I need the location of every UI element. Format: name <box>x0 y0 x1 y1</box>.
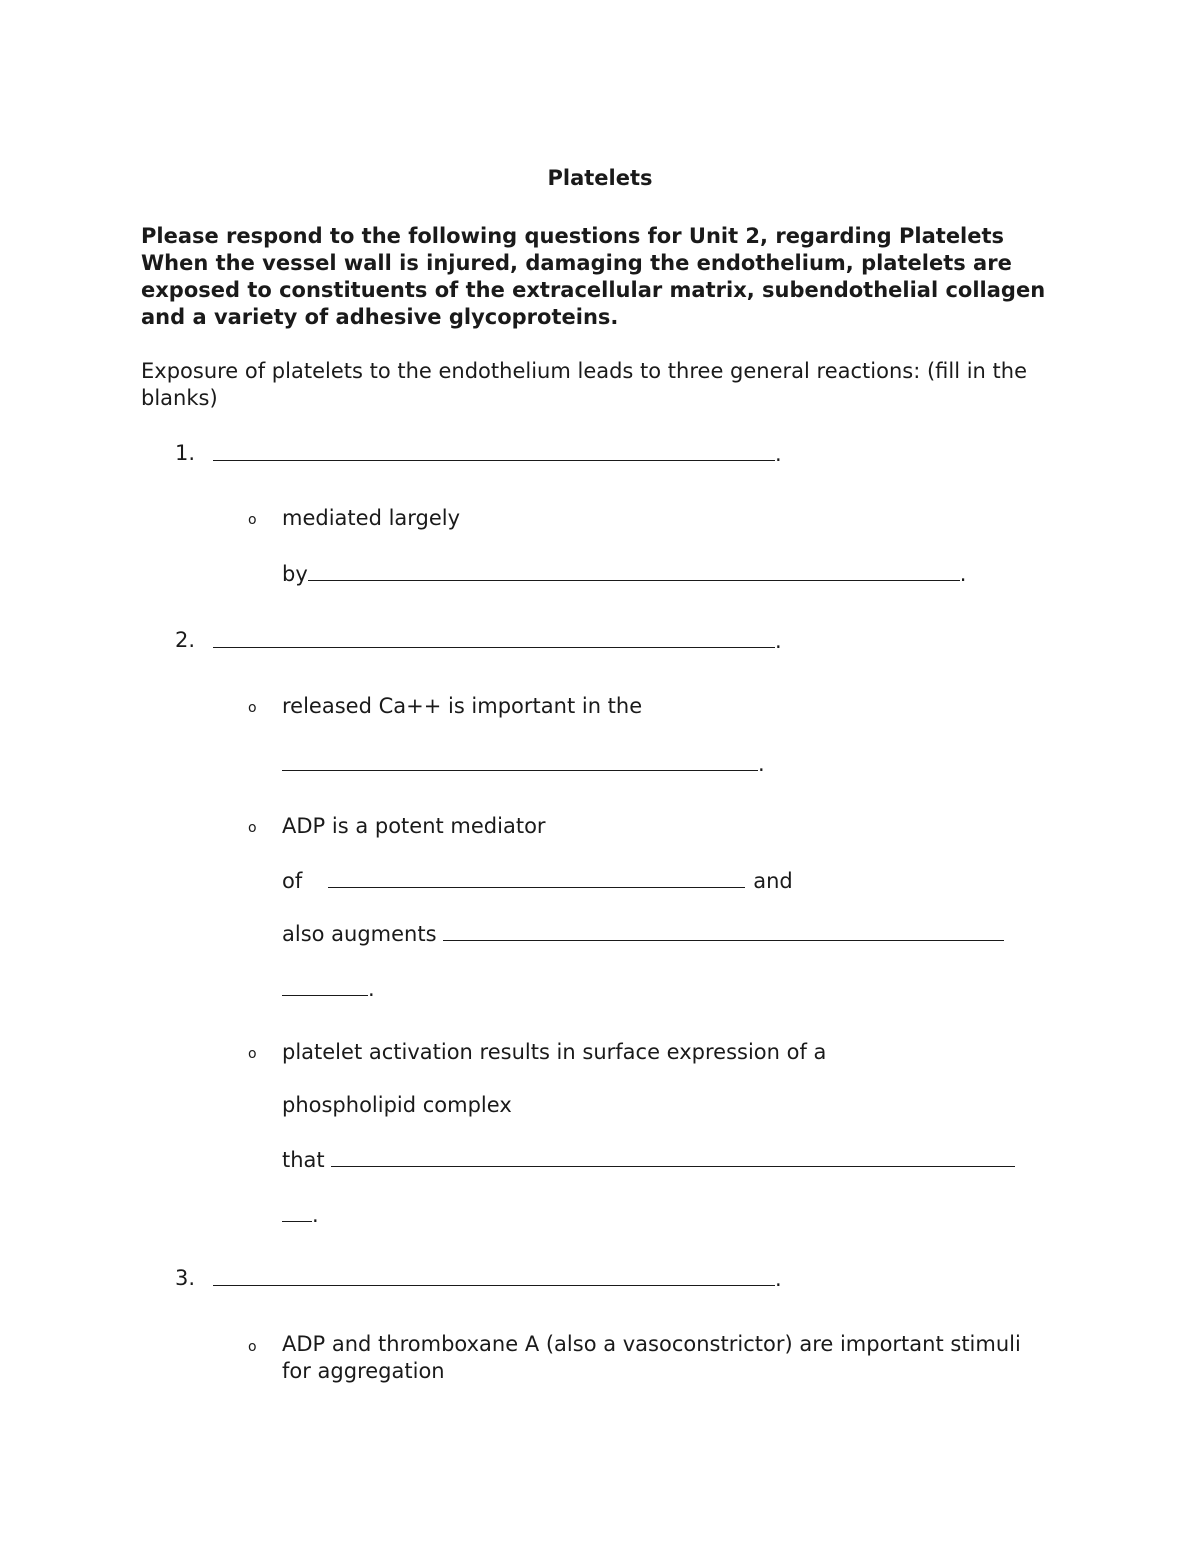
fill-in-line[interactable] <box>213 440 782 468</box>
punctuation: . <box>368 977 375 1001</box>
answer-blank[interactable] <box>331 1146 1015 1167</box>
punctuation: . <box>775 1267 782 1291</box>
bullet-icon: o <box>248 512 257 528</box>
fill-in-line[interactable] <box>282 867 793 895</box>
answer-blank[interactable] <box>213 627 775 648</box>
bullet-icon: o <box>248 1339 257 1355</box>
fill-in-line[interactable] <box>282 1146 1015 1174</box>
answer-blank[interactable] <box>282 750 758 771</box>
intro-paragraph <box>141 223 1071 331</box>
prefix-text: by <box>282 562 308 586</box>
fill-in-line[interactable] <box>282 1201 319 1229</box>
item-number: 1. <box>175 441 196 465</box>
item-number: 3. <box>175 1266 196 1290</box>
punctuation: . <box>775 629 782 653</box>
bullet-text: released Ca++ is important in the <box>282 694 643 718</box>
lead-paragraph: Exposure of platelets to the endothelium leads to three general reactions: (fill in the blanks) <box>141 359 1027 410</box>
item-number: 2. <box>175 628 196 652</box>
document-title: Platelets <box>547 166 653 190</box>
punctuation: . <box>775 442 782 466</box>
fill-in-line[interactable] <box>213 627 782 655</box>
fill-in-line[interactable] <box>282 975 375 1003</box>
bullet-icon: o <box>248 700 257 716</box>
intro-line: exposed to constituents of the extracellular matrix, subendothelial collagen <box>141 278 1046 302</box>
answer-blank[interactable] <box>213 440 775 461</box>
answer-blank[interactable] <box>328 867 745 888</box>
intro-line: and a variety of adhesive glycoproteins. <box>141 305 619 329</box>
prefix-text: also augments <box>282 922 437 946</box>
bullet-text: platelet activation results in surface expression of a <box>282 1040 827 1064</box>
bullet-text: phospholipid complex <box>282 1093 512 1117</box>
bullet-text: ADP is a potent mediator <box>282 814 546 838</box>
fill-in-line[interactable] <box>282 920 1004 948</box>
fill-in-line[interactable] <box>282 750 765 778</box>
fill-in-line[interactable] <box>213 1265 782 1293</box>
answer-blank[interactable] <box>282 1201 312 1222</box>
suffix-text: and <box>753 869 793 893</box>
prefix-text: that <box>282 1148 325 1172</box>
answer-blank[interactable] <box>213 1265 775 1286</box>
prefix-text: of <box>282 869 303 893</box>
punctuation: . <box>312 1203 319 1227</box>
punctuation: . <box>758 752 765 776</box>
intro-line: Please respond to the following questions for Unit 2, regarding Platelets <box>141 224 1005 248</box>
intro-line: When the vessel wall is injured, damaging the endothelium, platelets are <box>141 251 1012 275</box>
answer-blank[interactable] <box>308 560 960 581</box>
punctuation: . <box>959 562 967 586</box>
answer-blank[interactable] <box>443 920 1004 941</box>
answer-blank[interactable] <box>282 975 368 996</box>
bullet-text: mediated largely <box>282 506 461 530</box>
fill-in-line[interactable] <box>282 560 966 588</box>
bullet-icon: o <box>248 820 257 836</box>
bullet-icon: o <box>248 1046 257 1062</box>
bullet-text: ADP and thromboxane A (also a vasoconstrictor) are important stimuli for aggregation <box>282 1332 1021 1383</box>
